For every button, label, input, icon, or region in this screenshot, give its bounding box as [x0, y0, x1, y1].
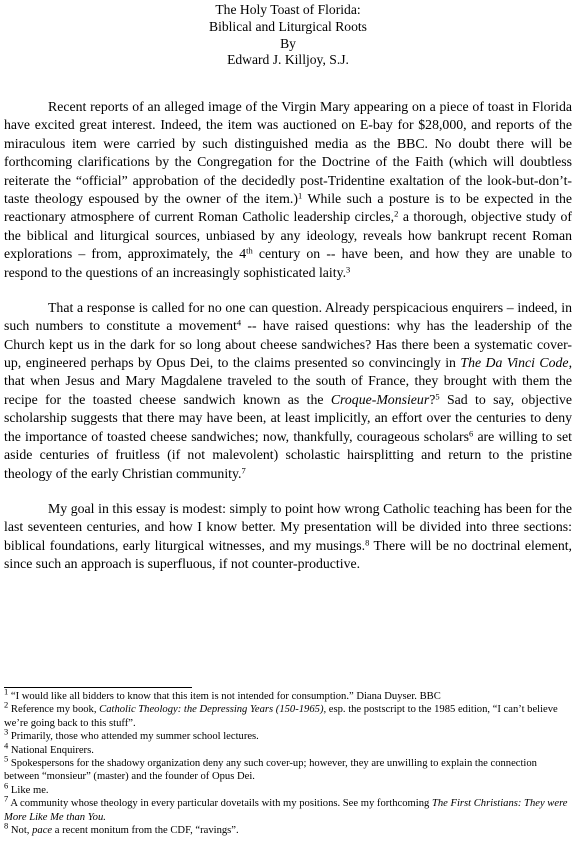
footnote-text: Like me. — [8, 784, 49, 796]
text-run: a thorough, objective study of the biblical and liturgical sources, unbiased by any ideology, reveals how bankrupt recent Roman explorations – from, approximately, the 4 — [4, 209, 572, 262]
paragraph-3 — [4, 500, 572, 574]
footnote-number: 2 — [4, 699, 9, 710]
footnote-text: “I would like all bidders to know that this item is not intended for consumption.” Diana Duyser. BBC — [8, 691, 441, 702]
book-title-first-christians: The First Christians: They were More Like Me than You. — [4, 798, 568, 823]
footnote-8 — [4, 820, 574, 837]
title-by: By — [280, 35, 296, 51]
footnote-4 — [4, 739, 574, 757]
footnote-text: Not, — [8, 825, 33, 837]
footnote-ref-6[interactable]: 6 — [469, 428, 474, 439]
text-run: Recent reports of an alleged image of the Virgin Mary appearing on a piece of toast in Florida have excited great interest. Indeed, the item was auctioned on E-bay for $28,000, and reports of the miraculous item were carried by such distinguished media as the BBC. No doubt there will be forthcoming clarifications by the Congregation for the Doctrine of the Faith (which will doubtless reiterate the “official” approbation of the decidedly post-Tridentine exaltation of the look-but-don’t-taste theology espoused by the owner of the item.) — [4, 99, 572, 207]
text-run: There will be no doctrinal element, since such an approach is superfluous, if not counter-productive. — [4, 537, 572, 571]
text-run: That a response is called for no one can question. Already perspicacious enquirers – indeed, in such numbers to constitute a movement — [4, 299, 572, 334]
footnote-number: 1 — [4, 686, 9, 697]
footnote-ref-5[interactable]: 5 — [435, 391, 440, 402]
footnote-text: Reference my book, — [8, 704, 100, 716]
book-title-catholic-theology: Catholic Theology: the Depressing Years (150-1965), — [99, 704, 327, 716]
footnote-3 — [4, 726, 574, 743]
footnote-7 — [4, 793, 574, 824]
footnote-text: A community whose theology in every particular dovetails with my positions. See my forthcoming — [8, 798, 432, 810]
footnote-text: National Enquirers. — [8, 744, 94, 756]
footnote-ref-2[interactable]: 2 — [394, 208, 399, 219]
footnote-ref-1[interactable]: 1 — [297, 190, 303, 201]
footnote-6 — [4, 780, 574, 797]
paragraph-2 — [4, 299, 572, 483]
footnote-number: 5 — [4, 753, 9, 764]
ordinal-suffix: th — [246, 245, 253, 256]
essay-body — [4, 98, 572, 590]
footnote-5 — [4, 753, 574, 784]
text-run: are willing to set aside centuries of fruitless (if not malevolent) scholastic hairsplitting and return to the pristine theology of the early Christian community. — [4, 428, 572, 481]
footnote-ref-4[interactable]: 4 — [236, 317, 242, 328]
footnote-1 — [4, 686, 574, 703]
text-run: century on -- have been, and how they are unable to respond to the questions of an increasingly sophisticated laity. — [4, 246, 572, 280]
book-title-da-vinci-code: The Da Vinci Code — [460, 355, 569, 371]
text-run: While such a posture is to be expected in the reactionary atmosphere of current Roman Catholic leadership circles, — [4, 191, 572, 225]
footnote-ref-8[interactable]: 8 — [365, 536, 370, 547]
text-run: Sad to say, objective scholarship suggests that there may have been, at least implicitly, an effort over the centuries to deny the importance of toasted cheese sandwiches; now, thankfully, courageous scholars — [4, 391, 572, 444]
footnote-text: esp. the postscript to the 1985 edition, “I can’t believe we’re going back to this stuff”. — [4, 704, 558, 729]
footnote-number: 8 — [4, 820, 9, 831]
footnote-2 — [4, 699, 574, 730]
title-block — [0, 2, 576, 69]
term-pace: pace — [32, 825, 53, 837]
footnote-number: 4 — [4, 739, 9, 750]
footnote-separator — [4, 687, 192, 688]
footnotes — [4, 686, 574, 837]
footnote-text: Spokespersons for the shadowy organization deny any such cover-up; however, they are unwilling to explain the connection between “monsieur” (master) and the founder of Opus Dei. — [4, 758, 537, 783]
footnote-number: 7 — [4, 793, 9, 804]
text-run: -- have raised questions: why has the leadership of the Church kept us in the dark for so long about cheese sandwiches? Has there been a systematic cover-up, engineered perhaps by Opus Dei, to the claims presented so convincingly in — [4, 318, 572, 371]
term-croque-monsieur: Croque-Monsieur — [330, 391, 430, 407]
footnote-ref-7[interactable]: 7 — [241, 464, 246, 475]
text-run: My goal in this essay is modest: simply to point how wrong Catholic teaching has been for the last seventeen centuries, and how I know better. My presentation will be divided into three sections: biblical foundations, early liturgical witnesses, and my musings. — [4, 500, 572, 553]
footnote-ref-3[interactable]: 3 — [346, 263, 351, 274]
footnote-text: a recent monitum from the CDF, “ravings”. — [52, 825, 239, 837]
title-line-2: Biblical and Liturgical Roots — [209, 18, 367, 34]
footnote-number: 6 — [4, 780, 9, 791]
text-run: ? — [429, 391, 436, 407]
footnote-text: Primarily, those who attended my summer school lectures. — [8, 731, 259, 743]
text-run: , that when Jesus and Mary Magdalene traveled to the south of France, they brought with them the recipe for the toasted cheese sandwich known as the — [4, 355, 573, 407]
title-line-1: The Holy Toast of Florida: — [215, 2, 361, 17]
footnote-number: 3 — [4, 726, 9, 737]
author-name: Edward J. Killjoy, S.J. — [227, 52, 349, 68]
paragraph-1 — [4, 98, 572, 282]
